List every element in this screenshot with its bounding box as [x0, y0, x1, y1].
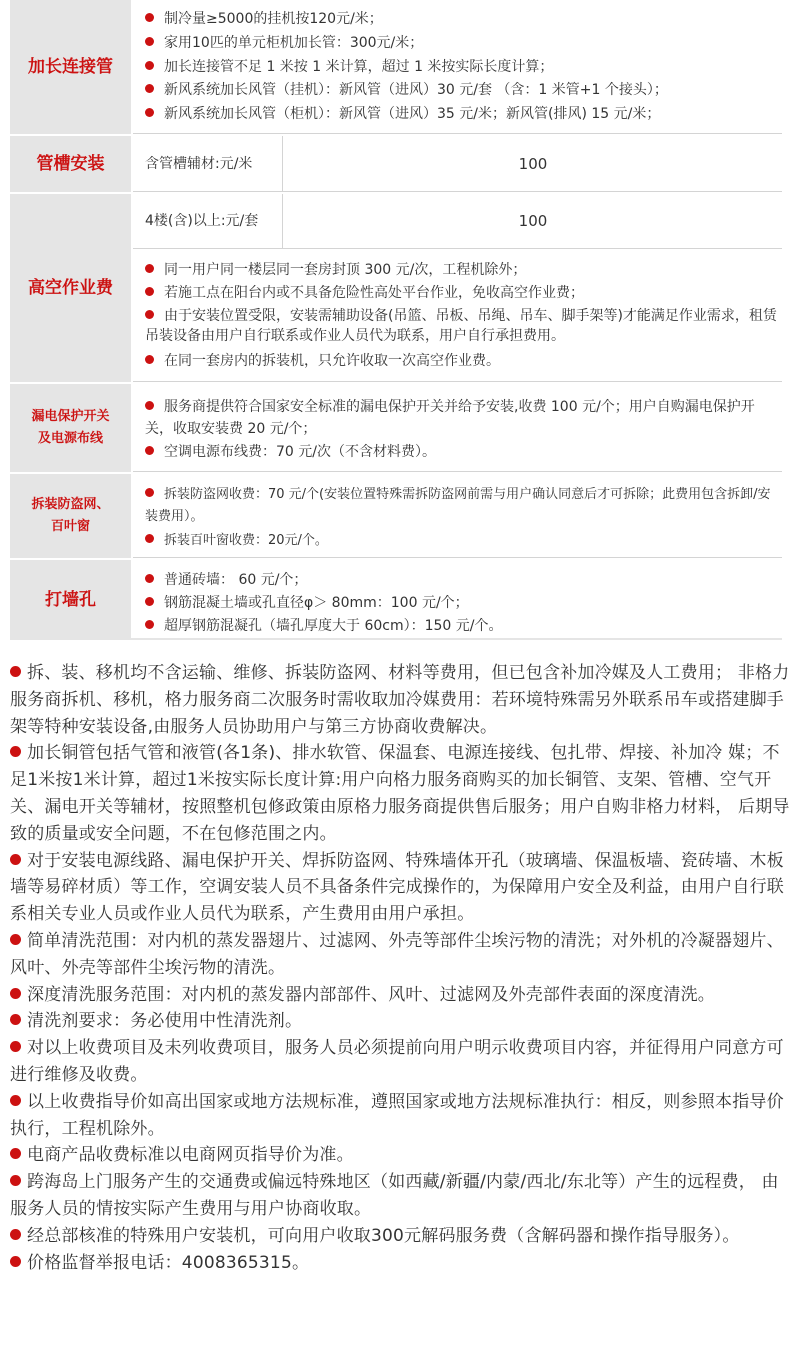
- high-altitude-item: 4楼(含)以上:元/套: [133, 194, 283, 248]
- note-item: 拆、装、移机均不含运输、维修、拆装防盗网、材料等费用，但已包含补加冷媒及人工费用； 非格力服务商拆机、移机，格力服务商二次服务时需收取加冷媒费用：若环境特殊需另外联系吊车或搭建脚手架等特种安装设备,由服务人员协助用户与第三方协商收费解决。: [10, 663, 790, 737]
- list-item: 加长连接管不足 1 米按 1 米计算，超过 1 米按实际长度计算；: [145, 57, 778, 77]
- note-item: 经总部核准的特殊用户安装机，可向用户收取300元解码服务费（含解码器和操作指导服务）。: [10, 1223, 790, 1250]
- row-content: [133, 384, 782, 472]
- row-trunking: [10, 136, 782, 192]
- row-content: [133, 560, 782, 640]
- bullet-dot-icon: [145, 597, 154, 606]
- price-table: [10, 0, 782, 640]
- bullet-dot-icon: [145, 287, 154, 296]
- bullet-dot-icon: [145, 534, 154, 543]
- bullet-dot-icon: [10, 1148, 21, 1159]
- bullet-dot-icon: [145, 84, 154, 93]
- list-item: 同一用户同一楼层同一套房封顶 300 元/次，工程机除外；: [145, 260, 778, 280]
- bullet-dot-icon: [145, 446, 154, 455]
- bullet-dot-icon: [10, 1014, 21, 1025]
- trunking-value: 100: [518, 154, 548, 173]
- list-item: 新风系统加长风管（挂机）：新风管（进风）30 元/套 （含：1 米管+1 个接头）；: [145, 80, 778, 100]
- row-label: 高空作业费: [10, 194, 131, 382]
- row-content: [133, 0, 782, 134]
- bullet-dot-icon: [10, 1175, 21, 1186]
- list-item: 若施工点在阳台内或不具备危险性高处平台作业，免收高空作业费；: [145, 283, 778, 303]
- row-anti-theft: [10, 474, 782, 558]
- row-wall-hole: [10, 560, 782, 640]
- bullet-dot-icon: [145, 310, 154, 319]
- row-label: 加长连接管: [10, 0, 131, 134]
- bullet-dot-icon: [10, 1095, 21, 1106]
- note-item: 简单清洗范围：对内机的蒸发器翅片、过滤网、外壳等部件尘埃污物的清洗；对外机的冷凝器翅片、风叶、外壳等部件尘埃污物的清洗。: [10, 930, 784, 978]
- notes-list: [10, 660, 790, 1276]
- list-item: 家用10匹的单元柜机加长管：300元/米；: [145, 33, 778, 53]
- bullet-dot-icon: [10, 1041, 21, 1052]
- bullet-dot-icon: [145, 13, 154, 22]
- row-leakage: [10, 384, 782, 472]
- bullet-dot-icon: [10, 934, 21, 945]
- row-content: [133, 474, 782, 558]
- trunking-item: 含管槽辅材:元/米: [133, 136, 283, 191]
- note-item: 价格监督举报电话：4008365315。: [10, 1250, 790, 1277]
- note-item: 跨海岛上门服务产生的交通费或偏远特殊地区（如西藏/新疆/内蒙/西北/东北等）产生的远程费， 由服务人员的情按实际产生费用与用户协商收取。: [10, 1172, 779, 1219]
- row-label: 管槽安装: [10, 136, 131, 192]
- note-item: 清洗剂要求：务必使用中性清洗剂。: [10, 1008, 790, 1035]
- bullet-dot-icon: [10, 988, 21, 999]
- bullet-dot-icon: [145, 488, 154, 497]
- bullet-dot-icon: [145, 401, 154, 410]
- list-item: 服务商提供符合国家安全标准的漏电保护开关并给予安装,收费 100 元/个；用户自购漏电保护开关，收取安装费 20 元/个；: [145, 399, 755, 437]
- bullet-dot-icon: [145, 355, 154, 364]
- list-item: 新风系统加长风管（柜机）：新风管（进风）35 元/米；新风管(排风) 15 元/米；: [145, 104, 778, 124]
- list-item: 拆装百叶窗收费：20元/个。: [145, 531, 778, 551]
- bullet-dot-icon: [10, 666, 21, 677]
- high-altitude-sub-row: [133, 194, 782, 249]
- row-content: [133, 194, 782, 382]
- list-item: 制冷量≥5000的挂机按120元/米；: [145, 9, 778, 29]
- row-label: 打墙孔: [10, 560, 131, 640]
- note-item: 加长铜管包括气管和液管(各1条)、排水软管、保温套、电源连接线、包扎带、焊接、补加冷 媒；不足1米按1米计算，超过1米按实际长度计算:用户向格力服务商购买的加长铜管、支架、管槽、空气开关、漏电开关等辅材，按照整机包修政策由原格力服务商提供售后服务；用户自购非格力材料， 后期导致的质量或安全问题，不在包修范围之内。: [10, 743, 790, 844]
- note-item: 对于安装电源线路、漏电保护开关、焊拆防盗网、特殊墙体开孔（玻璃墙、保温板墙、瓷砖墙、木板墙等易碎材质）等工作，空调安装人员不具备条件完成操作的，为保障用户安全及利益，由用户自行联系相关专业人员或作业人员代为联系，产生费用由用户承担。: [10, 850, 784, 925]
- row-label: 拆装防盗网、 百叶窗: [10, 474, 131, 558]
- bullet-dot-icon: [145, 108, 154, 117]
- table-bottom-border: [131, 638, 782, 640]
- bullet-dot-icon: [145, 264, 154, 273]
- bullet-dot-icon: [145, 61, 154, 70]
- list-item: 拆装防盗网收费：70 元/个(安装位置特殊需拆防盗网前需与用户确认同意后才可拆除；此费用包含拆卸/安装费用）。: [145, 487, 771, 524]
- bullet-dot-icon: [145, 620, 154, 629]
- bullet-dot-icon: [10, 854, 21, 865]
- list-item: 空调电源布线费：70 元/次（不含材料费）。: [145, 442, 778, 462]
- note-item: 对以上收费项目及未列收费项目，服务人员必须提前向用户明示收费项目内容，并征得用户同意方可进行维修及收费。: [10, 1038, 784, 1085]
- high-altitude-value: 100: [518, 212, 548, 230]
- note-item: 电商产品收费标准以电商网页指导价为准。: [10, 1142, 790, 1169]
- list-item: 钢筋混凝土墙或孔直径φ＞ 80mm：100 元/个；: [145, 593, 778, 613]
- bullet-dot-icon: [10, 746, 21, 757]
- list-item: 在同一套房内的拆装机，只允许收取一次高空作业费。: [145, 351, 778, 371]
- bullet-dot-icon: [145, 574, 154, 583]
- note-item: 以上收费指导价如高出国家或地方法规标准，遵照国家或地方法规标准执行：相反，则参照本指导价执行，工程机除外。: [10, 1091, 784, 1139]
- bullet-dot-icon: [10, 1256, 21, 1267]
- row-label: 漏电保护开关 及电源布线: [10, 384, 131, 472]
- list-item: 普通砖墙： 60 元/个；: [145, 570, 778, 590]
- row-extension-pipe: [10, 0, 782, 134]
- row-high-altitude: [10, 194, 782, 382]
- note-item: 深度清洗服务范围：对内机的蒸发器内部部件、风叶、过滤网及外壳部件表面的深度清洗。: [10, 982, 790, 1009]
- bullet-dot-icon: [10, 1229, 21, 1240]
- row-content: [133, 136, 782, 192]
- list-item: 超厚钢筋混凝孔（墙孔厚度大于 60cm）：150 元/个。: [145, 616, 778, 636]
- bullet-dot-icon: [145, 37, 154, 46]
- list-item: 由于安装位置受限，安装需辅助设备(吊篮、吊板、吊绳、吊车、脚手架等)才能满足作业需求，租赁吊装设备由用户自行联系或作业人员代为联系，用户自行承担费用。: [145, 308, 777, 344]
